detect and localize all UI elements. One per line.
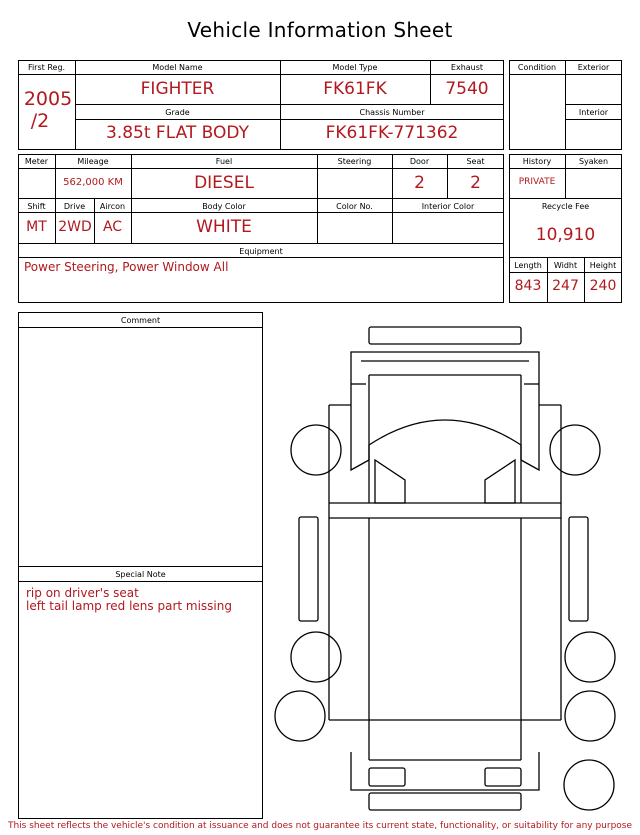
exterior-label: Exterior <box>577 63 610 72</box>
color-no-label: Color No. <box>336 202 373 211</box>
disclaimer-footer: This sheet reflects the vehicle's condition at issuance and does not guarantee its current state, functionality, or suitability for any purpose <box>7 821 633 831</box>
shift-value: MT <box>26 219 47 235</box>
model-name-label: Model Name <box>152 63 203 72</box>
chassis-number-value: FK61FK-771362 <box>325 123 459 143</box>
mileage-label: Mileage <box>77 157 109 166</box>
equipment-label: Equipment <box>239 247 283 256</box>
special-note-line-2: left tail lamp red lens part missing <box>26 599 232 613</box>
seat-value: 2 <box>470 173 481 193</box>
truck-rear-bumper <box>351 752 539 810</box>
length-value: 843 <box>514 278 542 294</box>
width-label: Widht <box>553 261 578 270</box>
fuel-value: DIESEL <box>194 173 254 193</box>
aircon-label: Aircon <box>99 202 126 211</box>
interior-label: Interior <box>578 108 609 117</box>
body-color-label: Body Color <box>202 202 246 211</box>
exhaust-value: 7540 <box>445 79 489 99</box>
shift-label: Shift <box>27 202 46 211</box>
equipment-value: Power Steering, Power Window All <box>24 260 229 274</box>
seat-label: Seat <box>466 157 485 166</box>
exhaust-label: Exhaust <box>450 63 484 72</box>
comment-label: Comment <box>120 316 161 325</box>
truck-side-steps <box>299 517 588 621</box>
recycle-fee-label: Recycle Fee <box>541 202 590 211</box>
drive-label: Drive <box>63 202 86 211</box>
grade-value: 3.85t FLAT BODY <box>106 123 249 143</box>
width-value: 247 <box>552 278 579 294</box>
grade-label: Grade <box>165 108 190 117</box>
syaken-label: Syaken <box>578 157 609 166</box>
truck-cab <box>329 361 561 720</box>
body-color-value: WHITE <box>196 217 252 237</box>
length-label: Length <box>514 261 542 270</box>
steering-label: Steering <box>337 157 372 166</box>
height-label: Height <box>589 261 617 270</box>
door-value: 2 <box>414 173 425 193</box>
fuel-label: Fuel <box>215 157 233 166</box>
door-label: Door <box>409 157 430 166</box>
condition-label: Condition <box>517 63 557 72</box>
chassis-number-label: Chassis Number <box>359 108 425 117</box>
history-value: PRIVATE <box>518 177 556 187</box>
truck-diagram <box>265 312 625 820</box>
drive-value: 2WD <box>58 219 92 235</box>
model-name-value: FIGHTER <box>140 79 215 99</box>
model-type-value: FK61FK <box>323 79 387 99</box>
aircon-value: AC <box>102 219 123 235</box>
first-reg-year-value: 2005 <box>23 88 73 110</box>
special-note-line-1: rip on driver's seat <box>26 586 139 600</box>
mileage-value: 562,000 KM <box>63 177 123 188</box>
meter-label: Meter <box>24 157 49 166</box>
interior-color-label: Interior Color <box>421 202 475 211</box>
model-type-label: Model Type <box>332 63 378 72</box>
truck-frame <box>369 518 521 760</box>
first-reg-label: First Reg. <box>27 63 66 72</box>
sheet-title: Vehicle Information Sheet <box>187 18 453 42</box>
recycle-fee-value: 10,910 <box>535 225 596 245</box>
first-reg-month-value: /2 <box>30 110 50 132</box>
height-value: 240 <box>589 278 617 294</box>
special-note-label: Special Note <box>115 570 166 579</box>
history-label: History <box>522 157 552 166</box>
truck-wheels <box>275 425 615 810</box>
